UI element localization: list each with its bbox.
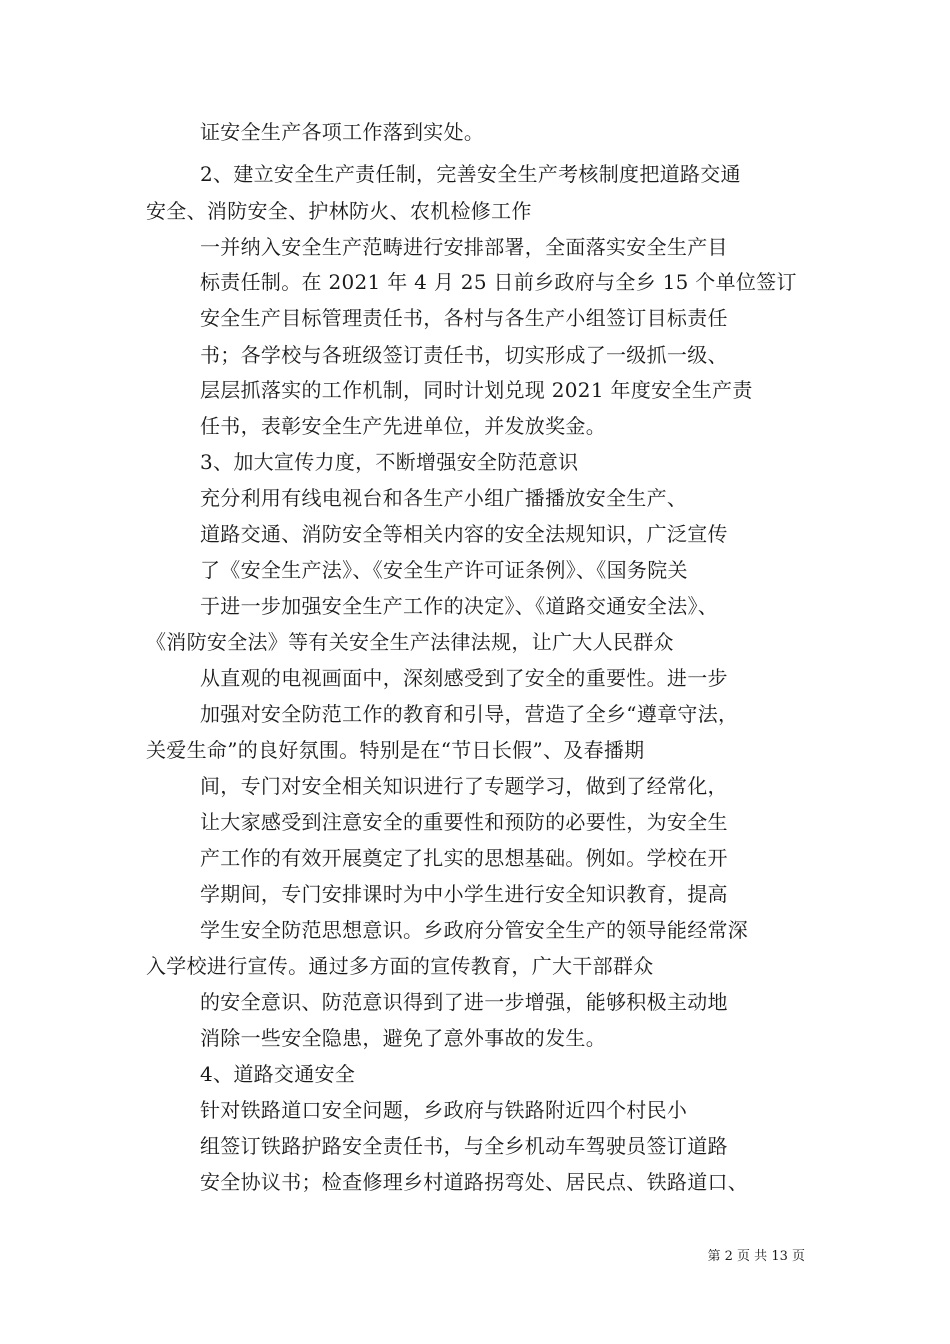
text-line: 任书，表彰安全生产先进单位，并发放奖金。: [200, 414, 606, 438]
text-line: 2、建立安全生产责任制，完善安全生产考核制度把道路交通: [200, 162, 741, 186]
text-line: 安全生产目标管理责任书，各村与各生产小组签订目标责任: [200, 306, 728, 330]
text-line: 安全、消防安全、护林防火、农机检修工作: [146, 199, 532, 223]
text-line: 入学校进行宣传。通过多方面的宣传教育，广大干部群众: [146, 954, 654, 978]
text-line: 证安全生产各项工作落到实处。: [200, 120, 485, 144]
text-line: 产工作的有效开展奠定了扎实的思想基础。例如。学校在开: [200, 846, 728, 870]
text-line: 间，专门对安全相关知识进行了专题学习，做到了经常化，: [200, 774, 728, 798]
text-line: 针对铁路道口安全问题，乡政府与铁路附近四个村民小: [200, 1098, 688, 1122]
text-line: 让大家感受到注意安全的重要性和预防的必要性，为安全生: [200, 810, 728, 834]
section-heading: 4、道路交通安全: [200, 1062, 356, 1086]
text-line: 学生安全防范思想意识。乡政府分管安全生产的领导能经常深: [200, 918, 749, 942]
text-line: 组签订铁路护路安全责任书，与全乡机动车驾驶员签订道路: [200, 1134, 728, 1158]
page-number: 第 2 页 共 13 页: [707, 1249, 805, 1264]
text-line: 的安全意识、防范意识得到了进一步增强，能够积极主动地: [200, 990, 728, 1014]
text-line: 一并纳入安全生产范畴进行安排部署，全面落实安全生产目: [200, 235, 728, 259]
text-line: 安全协议书；检查修理乡村道路拐弯处、居民点、铁路道口、: [200, 1170, 749, 1194]
text-line: 从直观的电视画面中，深刻感受到了安全的重要性。进一步: [200, 666, 728, 690]
text-line: 标责任制。在 2021 年 4 月 25 日前乡政府与全乡 15 个单位签订: [200, 270, 797, 294]
text-line: 加强对安全防范工作的教育和引导，营造了全乡“遵章守法，: [200, 702, 739, 726]
text-line: 了《安全生产法》、《安全生产许可证条例》、《国务院关: [200, 558, 688, 582]
text-line: 书；各学校与各班级签订责任书，切实形成了一级抓一级、: [200, 343, 728, 367]
text-line: 道路交通、消防安全等相关内容的安全法规知识，广泛宣传: [200, 522, 728, 546]
text-line: 关爱生命”的良好氛围。特别是在“节日长假”、及春播期: [146, 738, 645, 762]
text-line: 消除一些安全隐患，避免了意外事故的发生。: [200, 1026, 606, 1050]
text-line: 学期间，专门安排课时为中小学生进行安全知识教育，提高: [200, 882, 728, 906]
text-line: 层层抓落实的工作机制，同时计划兑现 2021 年度安全生产责: [200, 378, 753, 402]
section-heading: 3、加大宣传力度，不断增强安全防范意识: [200, 450, 579, 474]
text-line: 《消防安全法》等有关安全生产法律法规，让广大人民群众: [146, 630, 674, 654]
text-line: 充分利用有线电视台和各生产小组广播播放安全生产、: [200, 486, 688, 510]
text-line: 于进一步加强安全生产工作的决定》、《道路交通安全法》、: [200, 594, 719, 618]
